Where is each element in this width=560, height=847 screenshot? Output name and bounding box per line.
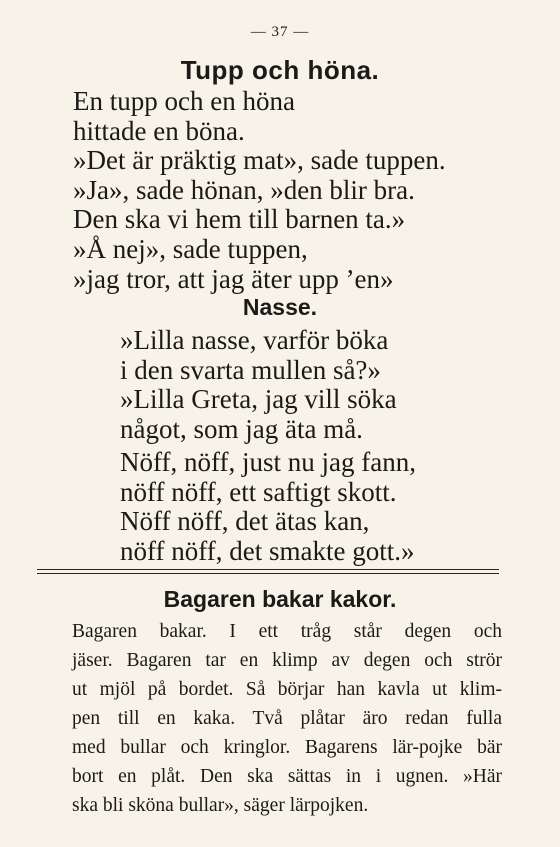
poem-line: Den ska vi hem till barnen ta.» [73,204,406,235]
prose-line: Bagaren bakar. I ett tråg står degen och [72,621,502,642]
poem-tupp-och-hona [73,87,446,294]
poem-line: »jag tror, att jag äter upp ’en» [73,263,394,294]
prose-line: med bullar och kringlor. Bagarens lär-pojke bär [72,737,502,758]
poem-line: »Det är präktig mat», sade tuppen. [73,145,446,176]
poem-line: »Lilla Greta, jag vill söka [120,384,397,415]
section-divider-bottom [37,573,499,574]
poem-nasse-stanza-2 [120,448,416,566]
poem-nasse-stanza-1 [120,326,397,444]
prose-bagaren [72,617,502,820]
poem-line: något, som jag äta må. [120,413,363,444]
poem-line: Nöff nöff, det ätas kan, [120,506,370,537]
poem-line: nöff nöff, det smakte gott.» [120,535,415,566]
prose-line: ut mjöl på bordet. Så börjar han kavla ut klim- [72,679,502,700]
prose-line: jäser. Bagaren tar en klimp av degen och strör [72,650,502,671]
poem-line: »Å nej», sade tuppen, [73,233,308,264]
section-divider-top [37,569,499,570]
poem-line: »Ja», sade hönan, »den blir bra. [73,174,415,205]
prose-line: pen till en kaka. Två plåtar äro redan fulla [72,708,502,729]
poem-line: i den svarta mullen så?» [120,354,381,385]
poem-line: Nöff, nöff, just nu jag fann, [120,447,416,477]
poem-line: En tupp och en höna [73,86,295,116]
prose-line: bort en plåt. Den ska sättas in i ugnen. »Här [72,766,502,787]
poem-title-nasse: Nasse. [242,294,318,320]
prose-line: ska bli sköna bullar», säger lärpojken. [72,795,369,816]
poem-line: nöff nöff, ett saftigt skott. [120,476,397,507]
poem-line: hittade en böna. [73,115,245,146]
poem-title-tupp-och-hona: Tupp och höna. [180,55,380,85]
page-number: — 37 — [250,24,310,40]
poem-line: »Lilla nasse, varför böka [120,325,389,355]
prose-title-bagaren: Bagaren bakar kakor. [163,586,397,612]
